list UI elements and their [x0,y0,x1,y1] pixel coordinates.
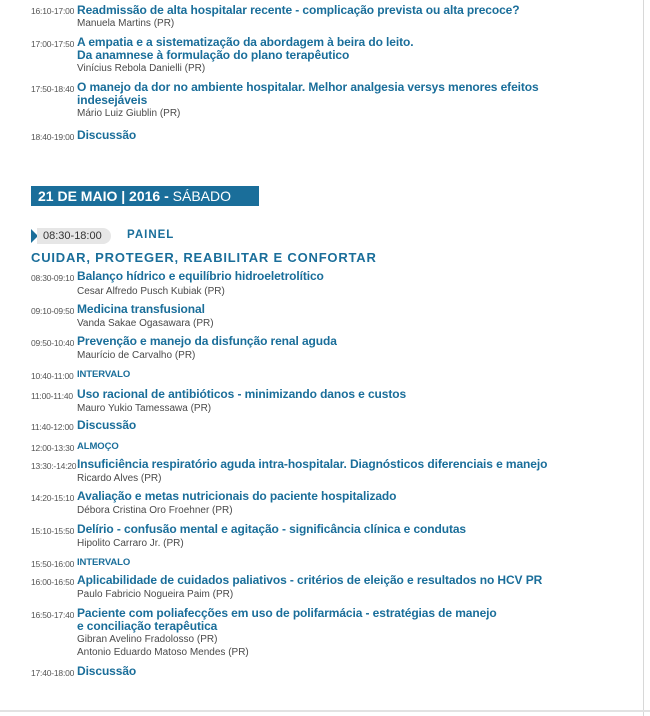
item-time: 17:00-17:50 [31,39,75,49]
panel-time: 08:30-18:00 [37,228,111,244]
item-speaker: Gibran Avelino Fradolosso (PR) [77,634,218,645]
item-speaker: Vinícius Rebola Danielli (PR) [77,63,206,74]
item-title: O manejo da dor no ambiente hospitalar. Melhor analgesia versys menores efeitos [77,80,539,94]
item-title: Uso racional de antibióticos - minimizando danos e custos [77,387,407,401]
item-time: 12:00-13:30 [31,443,75,453]
item-time: 10:40-11:00 [31,371,74,381]
item-time: 16:00-16:50 [31,577,75,587]
item-title: Readmissão de alta hospitalar recente - complicação prevista ou alta precoce? [77,3,520,17]
item-time: 09:10-09:50 [31,306,75,316]
item-speaker: Hipolito Carraro Jr. (PR) [77,538,184,549]
item-time: 17:40-18:00 [31,668,75,678]
item-time: 16:50-17:40 [31,610,75,620]
item-speaker: Débora Cristina Oro Froehner (PR) [77,505,233,516]
item-time: 14:20-15:10 [31,493,75,503]
item-title: Delírio - confusão mental e agitação - significância clínica e condutas [77,522,467,536]
item-speaker: Mário Luiz Giublin (PR) [77,108,181,119]
item-time: 11:40-12:00 [31,422,74,432]
item-title: A empatia e a sistematização da abordagem à beira do leito. [77,35,414,49]
item-title: Discussão [77,418,137,432]
item-title: Avaliação e metas nutricionais do paciente hospitalizado [77,489,397,503]
day-header [31,186,259,206]
item-time: 11:00-11:40 [31,391,73,401]
item-speaker: Ricardo Alves (PR) [77,473,162,484]
item-speaker: Antonio Eduardo Matoso Mendes (PR) [77,647,249,658]
item-speaker: Paulo Fabricio Nogueira Paim (PR) [77,589,234,600]
panel-label: PAINEL [127,229,175,241]
item-title: Aplicabilidade de cuidados paliativos - critérios de eleição e resultados no HCV PR [77,573,543,587]
item-title: INTERVALO [77,369,131,380]
item-speaker: Vanda Sakae Ogasawara (PR) [77,318,214,329]
item-time: 18:40-19:00 [31,132,75,142]
item-title-line2: Da anamnese à formulação do plano terapêutico [77,48,350,62]
bottom-rule [0,710,650,712]
panel-title: CUIDAR, PROTEGER, REABILITAR E CONFORTAR [31,250,377,265]
item-time: 09:50-10:40 [31,338,75,348]
item-time: 15:10-15:50 [31,526,75,536]
item-title: Paciente com poliafecções em uso de polifarmácia - estratégias de manejo [77,606,497,620]
item-time: 17:50-18:40 [31,84,75,94]
item-speaker: Mauro Yukio Tamessawa (PR) [77,403,212,414]
item-speaker: Cesar Alfredo Pusch Kubiak (PR) [77,286,225,297]
item-time: 13:30:-14:20 [31,461,77,471]
item-speaker: Maurício de Carvalho (PR) [77,350,196,361]
item-title: Insuficiência respiratório aguda intra-hospitalar. Diagnósticos diferenciais e manejo [77,457,548,471]
item-title: INTERVALO [77,557,131,568]
item-title: ALMOÇO [77,441,119,452]
item-title-line2: indesejáveis [77,93,148,107]
item-speaker: Manuela Martins (PR) [77,18,175,29]
item-title: Discussão [77,664,137,678]
item-title-line2: e conciliação terapêutica [77,619,218,633]
right-rule [643,0,644,716]
item-time: 08:30-09:10 [31,273,75,283]
day-weekday: SÁBADO [172,188,231,204]
item-title: Discussão [77,128,137,142]
item-title: Balanço hídrico e equilíbrio hidroeletrolítico [77,269,324,283]
item-time: 16:10-17:00 [31,6,75,16]
item-title: Prevenção e manejo da disfunção renal aguda [77,334,337,348]
item-time: 15:50-16:00 [31,559,75,569]
item-title: Medicina transfusional [77,302,205,316]
day-date: 21 DE MAIO | 2016 - [38,188,169,204]
